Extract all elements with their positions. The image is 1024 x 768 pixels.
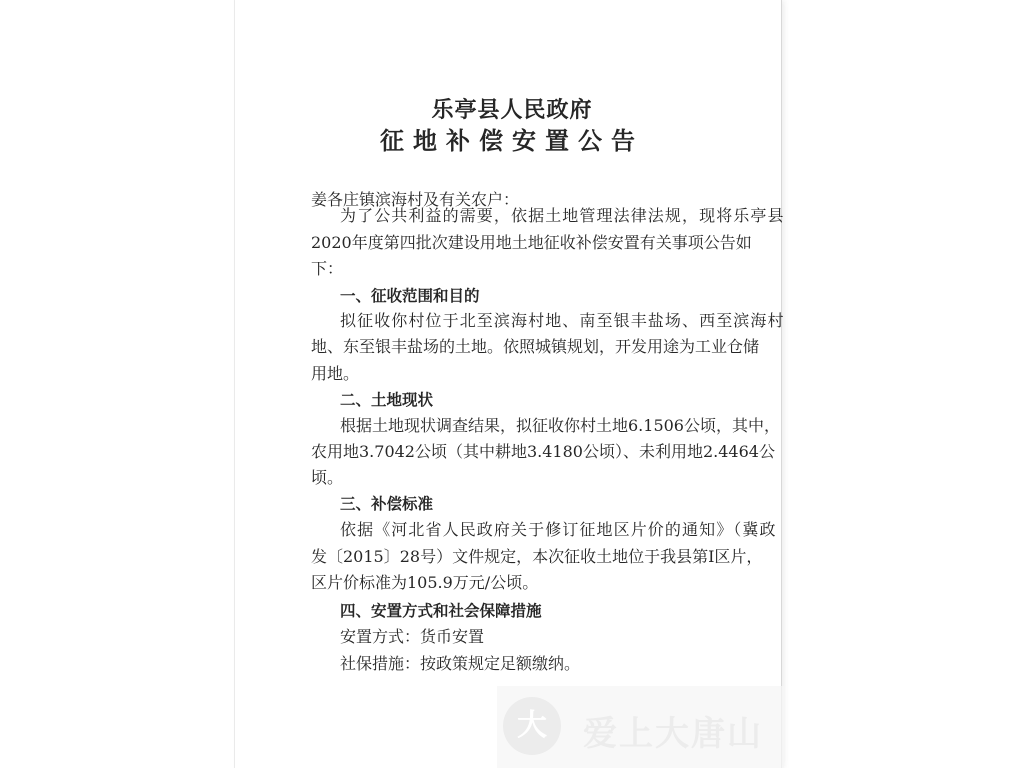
section-heading-compensation: 三、补偿标准 <box>340 495 434 513</box>
section-heading-land-status: 二、土地现状 <box>340 391 434 409</box>
section-line: 顷。 <box>311 468 344 487</box>
intro-line: 2020年度第四批次建设用地土地征收补偿安置有关事项公告如 <box>311 233 752 252</box>
section-line: 根据土地现状调查结果，拟征收你村土地6.1506公顷，其中， <box>340 416 780 435</box>
section-line: 农用地3.7042公顷（其中耕地3.4180公顷）、未利用地2.4464公 <box>311 442 775 461</box>
intro-line: 为了公共利益的需要，依据土地管理法律法规，现将乐亭县 <box>340 206 785 225</box>
section-heading-scope: 一、征收范围和目的 <box>340 287 480 305</box>
salutation: 姜各庄镇滨海村及有关农户： <box>311 190 520 209</box>
section-line: 区片价标准为105.9万元/公顷。 <box>311 573 539 592</box>
section-line: 拟征收你村位于北至滨海村地、南至银丰盐场、西至滨海村 <box>340 311 785 330</box>
section-line: 社保措施：按政策规定足额缴纳。 <box>340 654 581 673</box>
section-line: 地、东至银丰盐场的土地。依照城镇规划，开发用途为工业仓储 <box>311 337 760 356</box>
section-line: 依据《河北省人民政府关于修订征地区片价的通知》（冀政 <box>340 520 777 539</box>
watermark-seal: 大 <box>503 697 561 755</box>
document-title: 乐亭县人民政府 <box>431 97 593 123</box>
intro-line: 下： <box>311 259 344 278</box>
watermark-text: 爱上大唐山 <box>583 714 763 754</box>
section-line: 用地。 <box>311 364 360 383</box>
section-line: 发〔2015〕28号）文件规定，本次征收土地位于我县第I区片， <box>311 547 763 566</box>
section-line: 安置方式：货币安置 <box>340 627 485 646</box>
document-subtitle: 征地补偿安置公告 <box>380 126 644 155</box>
section-heading-resettlement: 四、安置方式和社会保障措施 <box>340 602 542 620</box>
